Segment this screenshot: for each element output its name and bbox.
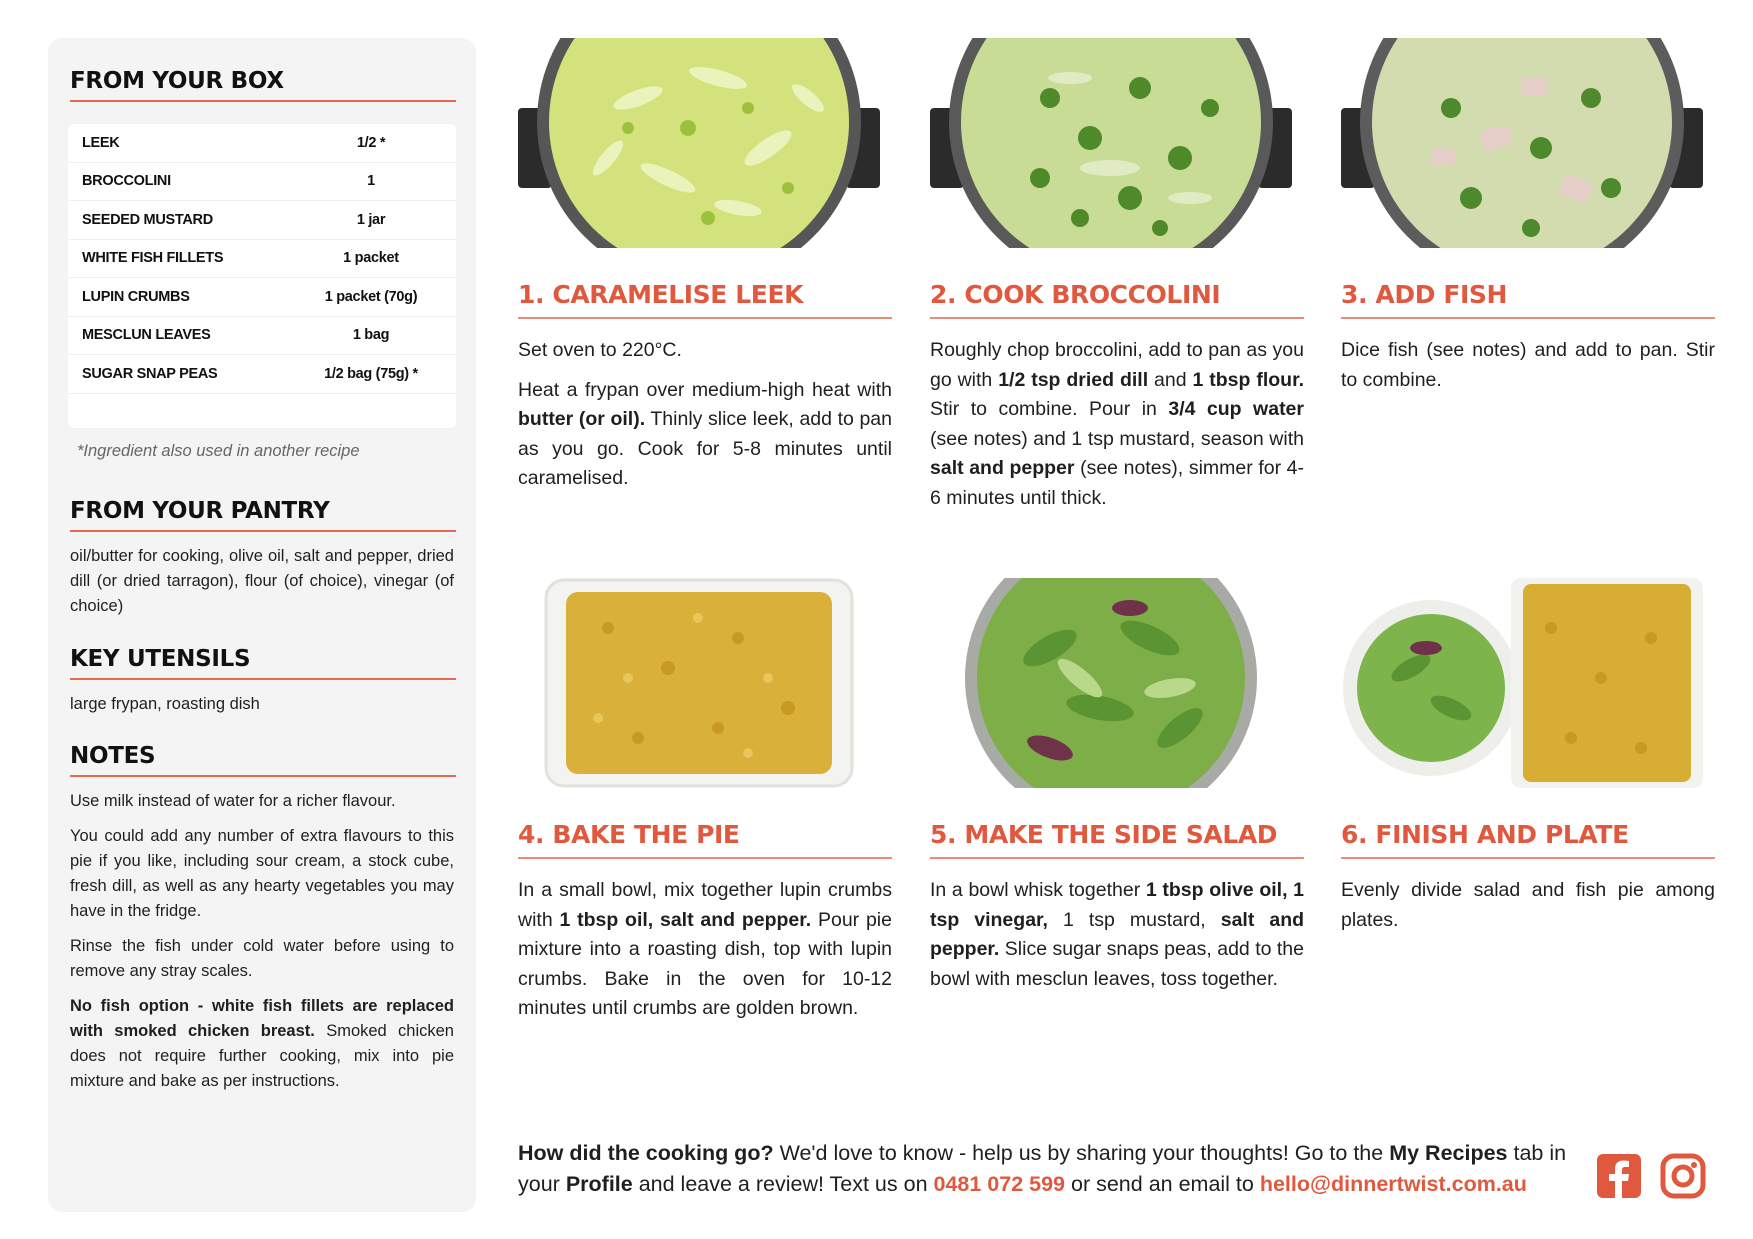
ingredient-row — [68, 317, 456, 356]
step-text: Heat a frypan over medium-high heat with — [518, 378, 892, 401]
ingredient-name: SEEDED MUSTARD — [82, 211, 213, 228]
step-1-photo — [518, 38, 880, 248]
note-3: Rinse the fish under cold water before using to remove any stray scales. — [70, 937, 454, 980]
step-text: Roughly chop broccolini, add to pan as you go with — [930, 339, 1304, 391]
note-1: Use milk instead of water for a richer flavour. — [70, 792, 396, 810]
profile-link[interactable]: Profile — [565, 1172, 633, 1196]
step-2-title: 2. COOK BROCCOLINI — [930, 280, 1304, 319]
note-4-rest: Smoked chicken does not require further cooking, mix into pie mixture and bake as per instructions. — [70, 1022, 454, 1090]
step-bold: 3/4 cup water — [1168, 398, 1304, 420]
step-bold: 1 tbsp flour. — [1192, 368, 1305, 391]
email-link[interactable]: hello@dinnertwist.com.au — [1259, 1172, 1527, 1196]
step-bold: 1 tbsp olive oil, 1 tsp vinegar, — [930, 879, 1304, 931]
footer-text: and leave a review! Text us on — [632, 1172, 934, 1196]
ingredient-row — [68, 278, 456, 317]
step-4-body — [518, 876, 892, 1034]
step-text: Thinly slice leek, add to pan as you go. Cook for 5-8 minutes until caramelised. — [518, 408, 892, 489]
ingredient-qty: 1 jar — [356, 211, 386, 228]
notes-heading: NOTES — [70, 743, 456, 777]
step-4-title: 4. BAKE THE PIE — [518, 820, 892, 859]
step-5-title: 5. MAKE THE SIDE SALAD — [930, 820, 1304, 859]
step-bold: 1 tbsp oil, salt and pepper. — [559, 908, 812, 931]
ingredient-row — [68, 163, 456, 202]
step-1-title: 1. CARAMELISE LEEK — [518, 280, 892, 319]
my-recipes-link[interactable]: My Recipes — [1389, 1141, 1508, 1165]
ingredient-name: BROCCOLINI — [82, 173, 171, 190]
step-2-body — [930, 336, 1304, 523]
step-5-p1 — [930, 876, 1304, 994]
ingredients-table — [68, 124, 456, 428]
step-bold: butter (or oil). — [518, 408, 646, 430]
step-2-p1 — [930, 336, 1304, 513]
step-3-photo — [1341, 38, 1703, 248]
footer-text: We'd love to know - help us by sharing your thoughts! Go to the — [773, 1141, 1390, 1165]
sidebar-panel — [48, 38, 476, 1212]
step-bold: salt and pepper — [930, 457, 1075, 479]
ingredient-footnote: *Ingredient also used in another recipe — [77, 442, 360, 460]
ingredient-qty: 1 — [367, 173, 375, 190]
from-your-pantry-heading: FROM YOUR PANTRY — [70, 498, 456, 532]
step-2-photo — [930, 38, 1292, 248]
footer-text: or send an email to — [1065, 1172, 1260, 1196]
ingredient-name: LUPIN CRUMBS — [82, 288, 190, 305]
ingredient-qty: 1/2 * — [356, 134, 386, 151]
ingredient-name: LEEK — [82, 134, 120, 151]
ingredient-qty: 1 packet — [343, 250, 399, 267]
ingredient-row — [68, 355, 456, 394]
feedback-question: How did the cooking go? — [518, 1141, 774, 1165]
note-2: You could add any number of extra flavours to this pie if you like, including sour cream, a stock cube, fresh dill, as well as any hearty vegetables you may have in the fridge. — [70, 827, 454, 920]
phone-link[interactable]: 0481 072 599 — [933, 1172, 1066, 1196]
ingredient-name: SUGAR SNAP PEAS — [82, 365, 218, 382]
pantry-text: oil/butter for cooking, olive oil, salt and pepper, dried dill (or dried tarragon), flour (of choice), vinegar (of choice) — [70, 547, 454, 615]
ingredient-row — [68, 124, 456, 163]
step-3-p1: Dice fish (see notes) and add to pan. Stir to combine. — [1341, 339, 1715, 391]
step-6-title: 6. FINISH AND PLATE — [1341, 820, 1715, 859]
key-utensils-heading: KEY UTENSILS — [70, 646, 456, 680]
from-your-box-heading: FROM YOUR BOX — [70, 68, 456, 102]
step-3-title: 3. ADD FISH — [1341, 280, 1715, 319]
step-5-body — [930, 876, 1304, 1004]
facebook-icon[interactable] — [1596, 1153, 1642, 1199]
feedback-footer — [518, 1138, 1568, 1200]
ingredient-row — [68, 240, 456, 279]
instagram-icon[interactable] — [1660, 1153, 1706, 1199]
note-4 — [70, 994, 454, 1094]
step-1-body — [518, 336, 892, 504]
step-text: In a bowl whisk together — [930, 879, 1146, 901]
step-text: Pour pie mixture into a roasting dish, top with lupin crumbs. Bake in the oven for 10-12 minutes until crumbs are golden brown. — [518, 908, 892, 1019]
step-text: (see notes) and 1 tsp mustard, season with — [930, 427, 1304, 450]
step-1-p1: Set oven to 220°C. — [518, 339, 682, 361]
step-6-p1: Evenly divide salad and fish pie among plates. — [1341, 879, 1715, 931]
step-3-body — [1341, 336, 1715, 405]
step-6-photo — [1341, 578, 1703, 788]
ingredient-qty: 1/2 bag (75g) * — [324, 365, 418, 382]
step-text: Slice sugar snaps peas, add to the bowl with mesclun leaves, toss together. — [930, 938, 1304, 990]
utensils-text: large frypan, roasting dish — [70, 695, 260, 713]
step-5-photo — [930, 578, 1292, 788]
ingredient-qty: 1 bag — [352, 327, 390, 344]
step-bold: salt and pepper. — [930, 908, 1305, 960]
ingredient-name: MESCLUN LEAVES — [82, 327, 211, 344]
step-text: (see notes), simmer for 4-6 minutes until thick. — [930, 457, 1305, 509]
step-6-body — [1341, 876, 1715, 945]
step-bold: 1/2 tsp dried dill — [998, 368, 1149, 391]
notes-text — [70, 789, 454, 1104]
step-text: and — [1148, 368, 1193, 391]
step-1-p2 — [518, 376, 892, 494]
ingredient-qty: 1 packet (70g) — [324, 288, 418, 305]
step-text: In a small bowl, mix together lupin crumbs with — [518, 879, 892, 931]
ingredient-name: WHITE FISH FILLETS — [82, 250, 224, 267]
step-4-p1 — [518, 876, 892, 1024]
step-text: Stir to combine. Pour in — [930, 398, 1169, 420]
footer-text: tab in your — [518, 1141, 1567, 1196]
note-4-bold: No fish option - white fish fillets are replaced with smoked chicken breast. — [70, 997, 454, 1040]
ingredient-row — [68, 201, 456, 240]
step-4-photo — [518, 578, 880, 788]
step-text: 1 tsp mustard, — [1047, 908, 1221, 931]
